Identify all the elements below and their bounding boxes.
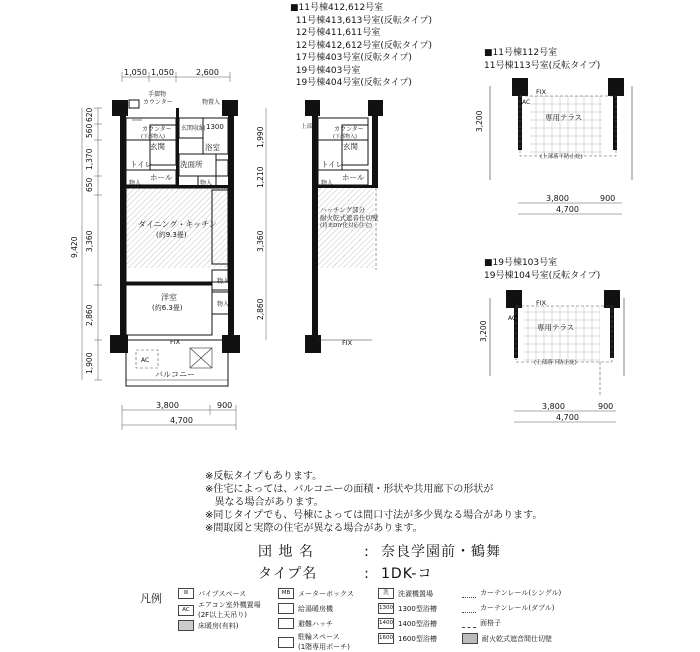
t1-side-dim: 3,200 [475, 110, 484, 132]
label-washroom: 洗面所 [180, 160, 203, 169]
title-sep: : [364, 544, 370, 560]
complex-value: 奈良学園前・鶴舞 [381, 544, 501, 560]
dim-left-7: 1,900 [85, 352, 94, 374]
plan2-fix: FIX [342, 339, 353, 347]
note-line: ※住宅によっては、バルコニーの面積・形状や共用廊下の形状が [205, 484, 494, 495]
legend-symbol [462, 603, 476, 613]
legend-symbol [178, 620, 194, 631]
type-value: 1DK-コ [381, 566, 433, 582]
unit-line: 12号棟412,612号室(反転タイプ) [290, 40, 432, 51]
label-closet1: 物入 [129, 180, 142, 187]
label-bath-size: 1300 [206, 123, 224, 131]
unit-line: 19号棟403号室 [290, 65, 361, 76]
dim-top-1: 1,050 [124, 68, 147, 77]
t1-note: (上部落下防止庇) [540, 154, 583, 160]
alt-plan [301, 100, 383, 353]
dim-left-2: 560 [85, 123, 94, 138]
label-closet2: 物入 [200, 180, 213, 187]
legend-item [378, 618, 437, 629]
legend-item [278, 618, 333, 629]
t1-ac: AC [522, 99, 531, 106]
t1-total: 4,700 [556, 205, 579, 214]
dim-right-1: 1,990 [256, 126, 265, 148]
dim-left-3: 1,370 [85, 148, 94, 170]
t1-header-1: ■11号棟112号室 [484, 48, 558, 58]
dim-top-3: 2,600 [196, 68, 219, 77]
legend-item [178, 620, 238, 631]
terrace-plan-2 [479, 290, 624, 422]
t1-header-2: 11号棟113号室(反転タイプ) [484, 61, 601, 71]
label-western: 洋室 [161, 293, 177, 302]
legend-item [278, 588, 354, 599]
dim-bottom-total: 4,700 [170, 416, 193, 425]
type-label: タイプ名 [258, 566, 318, 582]
label-toilet: トイレ [130, 160, 153, 169]
legend-symbol [278, 618, 294, 629]
label-balcony: バルコニー [155, 370, 195, 379]
legend-text: パイプスペース [198, 589, 247, 598]
legend-item [378, 588, 433, 599]
unit-line: 12号棟411,611号室 [290, 28, 381, 38]
legend-text: 1400型浴槽 [398, 619, 437, 628]
legend-symbol [462, 618, 476, 628]
legend-text: 面格子 [480, 619, 501, 627]
label-entrance: 玄関 [150, 142, 165, 151]
unit-line: 11号棟413,613号室(反転タイプ) [290, 15, 432, 26]
dim-bottom-1: 3,800 [156, 401, 179, 410]
main-plan [70, 68, 266, 430]
legend-text: 洗濯機置場 [398, 589, 433, 598]
plan2-counter-note: (下部物入) [333, 134, 357, 140]
t2-fix: FIX [536, 299, 547, 307]
dim-left-6: 2,860 [85, 304, 94, 326]
legend-symbol [462, 633, 478, 644]
t1-dim-2: 900 [600, 194, 616, 203]
plan2-hatch2: 耐火乾式遮音仕切壁 [320, 214, 379, 222]
title-block [258, 541, 501, 585]
label-bath: 浴室 [205, 143, 220, 152]
dim-left-total: 9,420 [70, 236, 79, 258]
label-ac: AC [141, 357, 150, 364]
legend-text: 駐輪スペース (1階専用ポーチ) [298, 633, 350, 651]
t2-name: 専用テラス [537, 323, 575, 332]
legend-text: カーテンレール(シングル) [480, 589, 562, 597]
label-counter: カウンター [142, 126, 172, 133]
legend-text: エアコン室外機置場 (2F以上天吊り) [198, 601, 261, 619]
t2-header-2: 19号棟104号室(反転タイプ) [484, 271, 601, 281]
title-sep: : [364, 566, 370, 582]
legend-item [278, 632, 350, 652]
plan2-counter: カウンター [334, 126, 364, 133]
unit-line: 17号棟403号室(反転タイプ) [290, 53, 412, 63]
legend-item [278, 603, 333, 614]
label-dining: ダイニング・キッチン [138, 220, 217, 229]
t2-dim-1: 3,800 [542, 402, 565, 411]
label-hall: ホール [150, 173, 173, 182]
legend-text: メーターボックス [298, 589, 354, 598]
plan2-closet: 物入 [321, 180, 334, 187]
legend-text: カーテンレール(ダブル) [480, 604, 555, 612]
legend-item [462, 618, 501, 628]
dim-left-4: 650 [85, 177, 94, 192]
t2-ac: AC [508, 315, 517, 322]
plan2-entrance: 玄関 [343, 142, 358, 151]
legend-symbol: 1300 [378, 603, 394, 614]
legend-symbol: 1400 [378, 618, 394, 629]
dim-left-5: 3,360 [85, 230, 94, 252]
legend-item [378, 603, 437, 614]
note-line: 異なる場合があります。 [205, 497, 324, 508]
legend-symbol [278, 637, 294, 648]
label-closet3: 物入 [217, 278, 230, 285]
legend-symbol [462, 588, 476, 598]
legend-symbol [278, 603, 294, 614]
legend-text: 耐火乾式遮音間仕切壁 [482, 634, 552, 643]
legend-text: 床暖房(有料) [198, 621, 239, 630]
legend-heading: 凡例 [140, 592, 162, 605]
legend-symbol: AC [178, 605, 194, 616]
t2-side-dim: 3,200 [479, 320, 488, 342]
t2-note: (上部落下防止庇) [534, 360, 577, 366]
dim-right-4: 2,860 [256, 298, 265, 320]
dim-left-1: 620 [85, 107, 94, 122]
t1-dim-1: 3,800 [546, 194, 569, 203]
dim-top-2: 1,050 [151, 68, 174, 77]
legend-item [178, 588, 246, 599]
legend-text: 避難ハッチ [298, 619, 333, 628]
legend-symbol: 洗 [378, 588, 394, 599]
legend-text: 給湯暖房機 [298, 604, 333, 613]
t2-dim-2: 900 [598, 402, 614, 411]
legend-item [462, 588, 561, 598]
legend-item [178, 600, 261, 620]
notes [205, 470, 542, 535]
terrace-plan-1 [475, 78, 632, 214]
label-storage-top: 物置入 [202, 99, 221, 106]
label-dining-size: (約9.3畳) [156, 231, 187, 239]
t2-header-1: ■19号棟103号室 [484, 258, 558, 268]
note-line: ※同じタイプでも、号棟によっては間口寸法が多少異なる場合があります。 [205, 510, 543, 521]
label-pipe: 手摺物 [148, 91, 167, 98]
plan2-hall: ホール [342, 173, 365, 182]
note-line: ※間取図と実際の住宅が異なる場合があります。 [205, 523, 423, 534]
label-western-size: (約6.3畳) [152, 304, 183, 312]
legend-item [378, 633, 437, 644]
legend-text: 1300型浴槽 [398, 604, 437, 613]
note-line: ※反転タイプもあります。 [205, 471, 323, 482]
plan2-hatch3: (将来DIY化対応住宅) [320, 223, 373, 229]
dim-right-3: 3,360 [256, 230, 265, 252]
plan2-toilet: トイレ [321, 160, 344, 169]
t1-name: 専用テラス [545, 113, 583, 122]
legend-item [462, 633, 552, 644]
legend-symbol: 1600 [378, 633, 394, 644]
label-fix: FIX [170, 338, 181, 346]
label-closet4: 物入 [217, 301, 230, 308]
unit-line: ■11号棟412,612号室 [290, 3, 384, 13]
unit-line: 19号棟404号室(反転タイプ) [290, 78, 412, 88]
complex-label: 団 地 名 [258, 544, 314, 560]
label-counter-top: カウンター [143, 99, 173, 106]
plan2-note: 上部棚 [301, 124, 318, 130]
label-counter-note: (下部物入) [141, 134, 165, 140]
plan2-hatch1: ハッチング部分 [320, 206, 366, 214]
dim-right-2: 1,210 [256, 166, 265, 188]
legend-symbol: ☒ [178, 588, 194, 599]
legend-text: 1600型浴槽 [398, 634, 437, 643]
legend-item [462, 603, 555, 613]
t1-fix: FIX [536, 88, 547, 96]
dim-bottom-2: 900 [217, 401, 233, 410]
unit-list [290, 2, 432, 90]
legend-symbol: MB [278, 588, 294, 599]
t2-total: 4,700 [556, 413, 579, 422]
label-shoes: 玄関収納 [181, 125, 206, 132]
